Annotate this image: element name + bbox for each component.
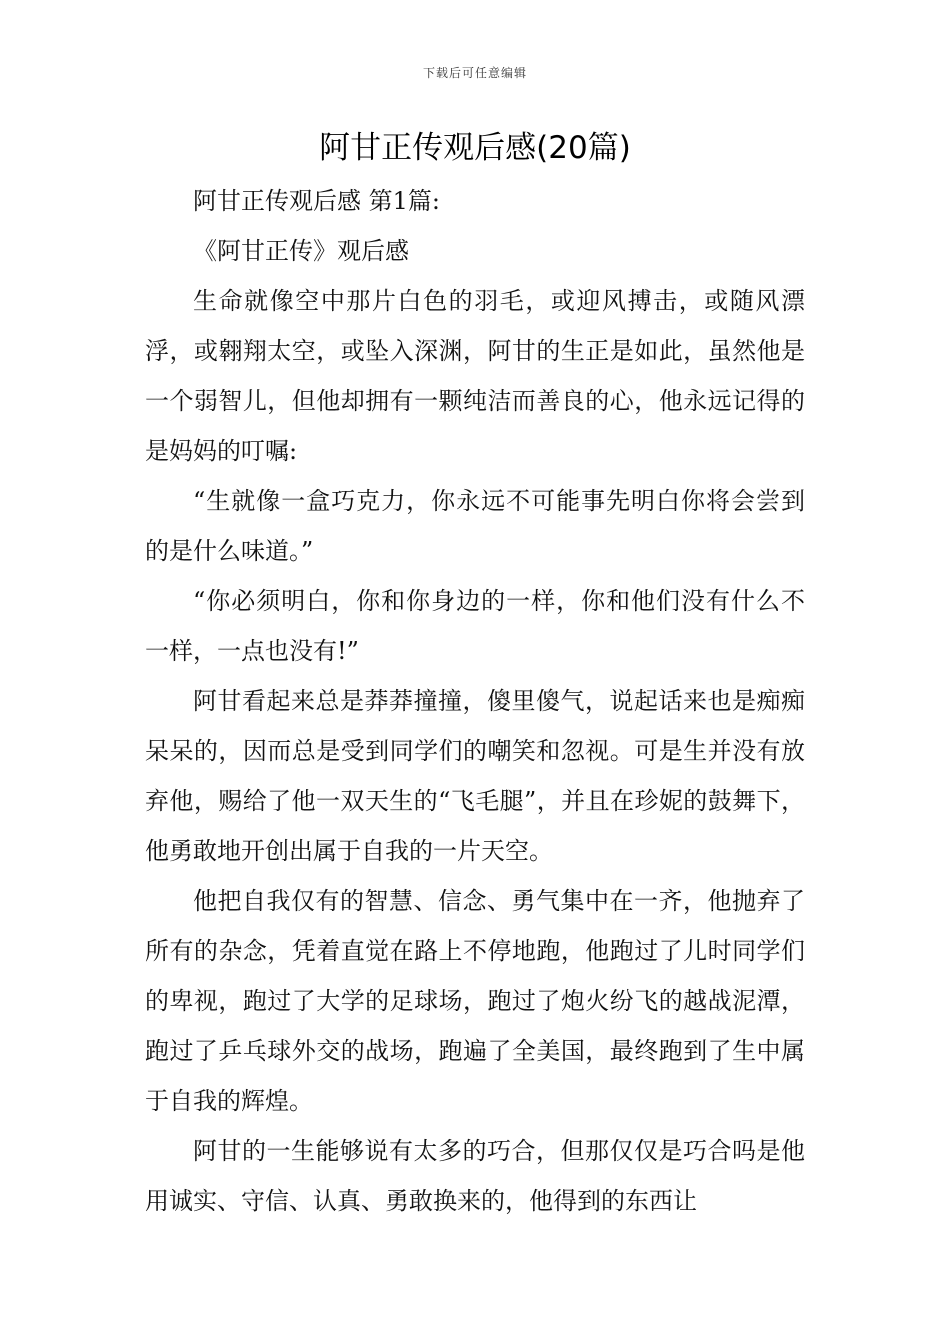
article-title: 《阿甘正传》观后感 <box>193 237 409 265</box>
section-heading: 阿甘正传观后感 第1篇: <box>193 187 440 215</box>
paragraph: “生就像一盒巧克力，你永远不可能事先明白你将会尝到的是什么味道。” <box>145 487 805 565</box>
paragraph: 生命就像空中那片白色的羽毛，或迎风搏击，或随风漂浮，或翱翔太空，或坠入深渊，阿甘的生正是如此，虽然他是一个弱智儿，但他却拥有一颗纯洁而善良的心，他永远记得的是妈妈的叮嘱: <box>145 287 805 465</box>
paragraph: 阿甘的一生能够说有太多的巧合，但那仅仅是巧合吗是他用诚实、守信、认真、勇敢换来的，他得到的东西让 <box>145 1137 805 1215</box>
document-body <box>145 176 805 1226</box>
paragraph: 他把自我仅有的智慧、信念、勇气集中在一齐，他抛弃了所有的杂念，凭着直觉在路上不停地跑，他跑过了儿时同学们的卑视，跑过了大学的足球场，跑过了炮火纷飞的越战泥潭，跑过了乒乓球外交的战场，跑遍了全美国，最终跑到了生中属于自我的辉煌。 <box>145 887 805 1115</box>
header-note: 下载后可任意编辑 <box>422 66 527 80</box>
paragraph: “你必须明白，你和你身边的一样，你和他们没有什么不一样，一点也没有!” <box>145 587 805 665</box>
document-title: 阿甘正传观后感(20篇) <box>319 130 631 166</box>
paragraph: 阿甘看起来总是莽莽撞撞，傻里傻气，说起话来也是痴痴呆呆的，因而总是受到同学们的嘲笑和忽视。可是生并没有放弃他，赐给了他一双天生的“飞毛腿”，并且在珍妮的鼓舞下，他勇敢地开创出属于自我的一片天空。 <box>145 687 805 865</box>
